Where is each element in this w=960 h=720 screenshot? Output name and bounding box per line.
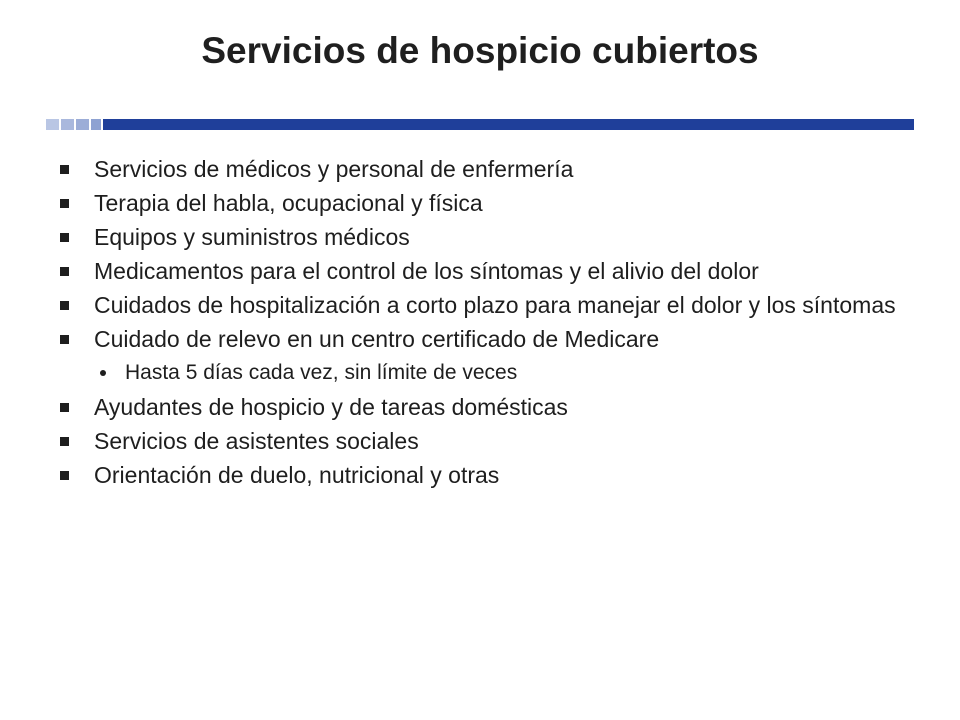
slide-title: Servicios de hospicio cubiertos	[201, 30, 759, 71]
divider-segment	[91, 119, 101, 130]
list-item	[58, 220, 908, 254]
list-item	[58, 152, 908, 186]
list-item-text: Servicios de asistentes sociales	[94, 428, 419, 454]
divider-bar	[103, 119, 914, 130]
list-item	[58, 288, 908, 322]
list-item-text: Equipos y suministros médicos	[94, 224, 410, 250]
list-item	[58, 424, 908, 458]
square-bullet-icon	[60, 471, 69, 480]
sub-list-item	[58, 356, 908, 390]
title-divider	[46, 119, 914, 130]
list-item-text: Orientación de duelo, nutricional y otras	[94, 462, 500, 488]
list-item	[58, 322, 908, 356]
list-item	[58, 186, 908, 220]
round-bullet-icon	[100, 370, 106, 376]
list-item	[58, 390, 908, 424]
square-bullet-icon	[60, 437, 69, 446]
list-item-text: Cuidado de relevo en un centro certificado de Medicare	[94, 326, 660, 352]
square-bullet-icon	[60, 301, 69, 310]
square-bullet-icon	[60, 335, 69, 344]
divider-segment	[46, 119, 59, 130]
list-item-text: Terapia del habla, ocupacional y física	[94, 190, 483, 216]
list-item	[58, 458, 908, 492]
square-bullet-icon	[60, 199, 69, 208]
list-item-text: Cuidados de hospitalización a corto plazo para manejar el dolor y los síntomas	[94, 292, 896, 318]
list-item	[58, 254, 908, 288]
bullet-list	[58, 152, 908, 492]
sub-list-item-text: Hasta 5 días cada vez, sin límite de veces	[125, 361, 518, 384]
square-bullet-icon	[60, 403, 69, 412]
list-item-text: Ayudantes de hospicio y de tareas domésticas	[94, 394, 568, 420]
square-bullet-icon	[60, 165, 69, 174]
list-item-text: Servicios de médicos y personal de enfermería	[94, 156, 574, 182]
list-item-text: Medicamentos para el control de los síntomas y el alivio del dolor	[94, 258, 759, 284]
square-bullet-icon	[60, 233, 69, 242]
divider-segment	[76, 119, 89, 130]
divider-segment	[61, 119, 74, 130]
square-bullet-icon	[60, 267, 69, 276]
